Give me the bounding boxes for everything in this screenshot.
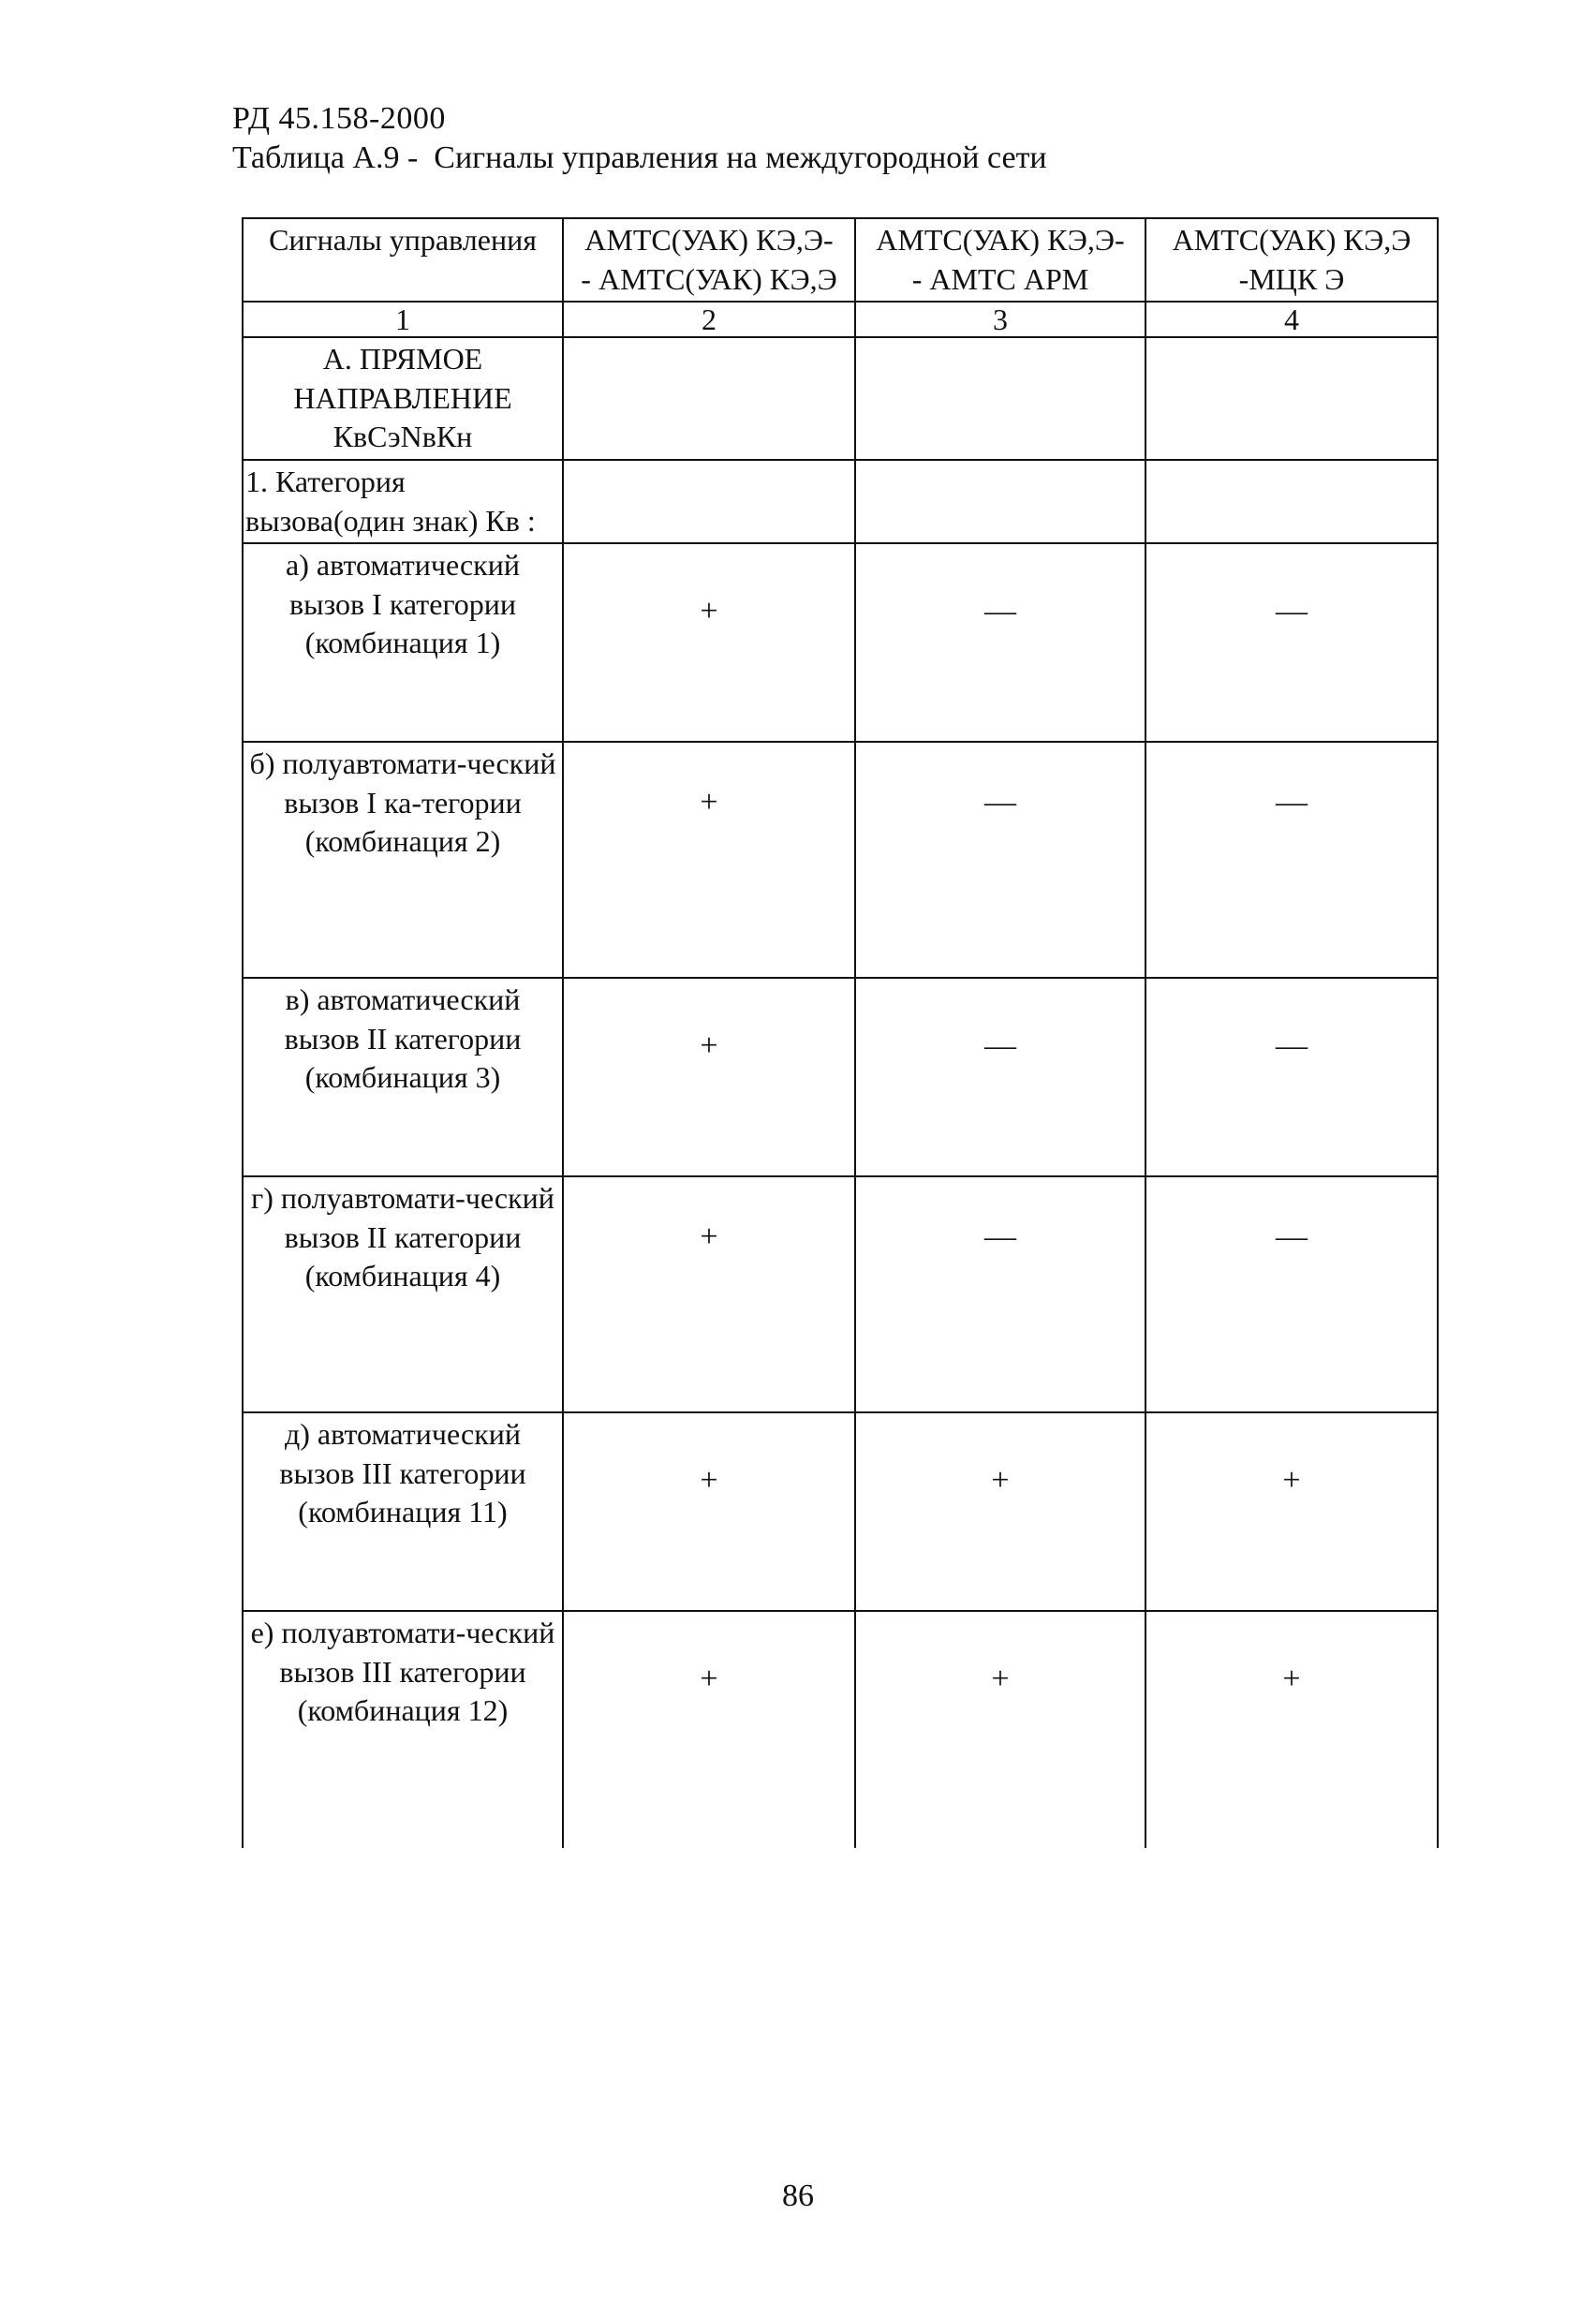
column-number: 1: [243, 302, 563, 337]
table-row: [243, 742, 1438, 978]
row-label: д) автоматический вызов III категории (комбинация 11): [243, 1412, 563, 1611]
mark-cell: —: [855, 543, 1145, 742]
empty-cell: [563, 460, 855, 543]
mark-cell: +: [1145, 1412, 1438, 1611]
mark-cell: +: [855, 1412, 1145, 1611]
empty-cell: [855, 460, 1145, 543]
table-row: [243, 1611, 1438, 1848]
signals-table: [242, 217, 1439, 1848]
column-number-row: [243, 302, 1438, 337]
mark-cell: +: [563, 1412, 855, 1611]
table-header-row: [243, 218, 1438, 302]
section-title: А. ПРЯМОЕ НАПРАВЛЕНИЕ КвСэNвКн: [243, 337, 563, 460]
mark-cell: +: [563, 1611, 855, 1848]
mark-cell: +: [563, 978, 855, 1176]
empty-cell: [1145, 460, 1438, 543]
mark-cell: —: [1145, 543, 1438, 742]
empty-cell: [855, 337, 1145, 460]
row-label: б) полуавтомати-ческий вызов I ка-тегории (комбинация 2): [243, 742, 563, 978]
mark-cell: —: [855, 742, 1145, 978]
column-number: 4: [1145, 302, 1438, 337]
mark-cell: —: [1145, 1176, 1438, 1412]
mark-cell: +: [1145, 1611, 1438, 1848]
column-number: 3: [855, 302, 1145, 337]
row-label: е) полуавтомати-ческий вызов III категории (комбинация 12): [243, 1611, 563, 1848]
table-caption: Таблица А.9 - Сигналы управления на междугородной сети: [232, 140, 1047, 175]
mark-cell: —: [855, 978, 1145, 1176]
category-title: 1. Категория вызова(один знак) Кв :: [243, 460, 563, 543]
header-cell: АМТС(УАК) КЭ,Э- - АМТС(УАК) КЭ,Э: [563, 218, 855, 302]
row-label: в) автоматический вызов II категории (комбинация 3): [243, 978, 563, 1176]
page-number: 86: [782, 2179, 814, 2213]
empty-cell: [1145, 337, 1438, 460]
empty-cell: [563, 337, 855, 460]
category-row: [243, 460, 1438, 543]
mark-cell: +: [563, 1176, 855, 1412]
mark-cell: —: [1145, 978, 1438, 1176]
table-row: [243, 978, 1438, 1176]
table-row: [243, 1412, 1438, 1611]
document-code: РД 45.158-2000: [232, 101, 446, 136]
mark-cell: +: [563, 543, 855, 742]
row-label: а) автоматический вызов I категории (комбинация 1): [243, 543, 563, 742]
row-label: г) полуавтомати-ческий вызов II категории (комбинация 4): [243, 1176, 563, 1412]
table-row: [243, 1176, 1438, 1412]
mark-cell: —: [855, 1176, 1145, 1412]
header-cell: АМТС(УАК) КЭ,Э- - АМТС АРМ: [855, 218, 1145, 302]
mark-cell: —: [1145, 742, 1438, 978]
section-row: [243, 337, 1438, 460]
mark-cell: +: [563, 742, 855, 978]
header-cell: АМТС(УАК) КЭ,Э -МЦК Э: [1145, 218, 1438, 302]
table-row: [243, 543, 1438, 742]
mark-cell: +: [855, 1611, 1145, 1848]
column-number: 2: [563, 302, 855, 337]
header-cell: Сигналы управления: [243, 218, 563, 302]
